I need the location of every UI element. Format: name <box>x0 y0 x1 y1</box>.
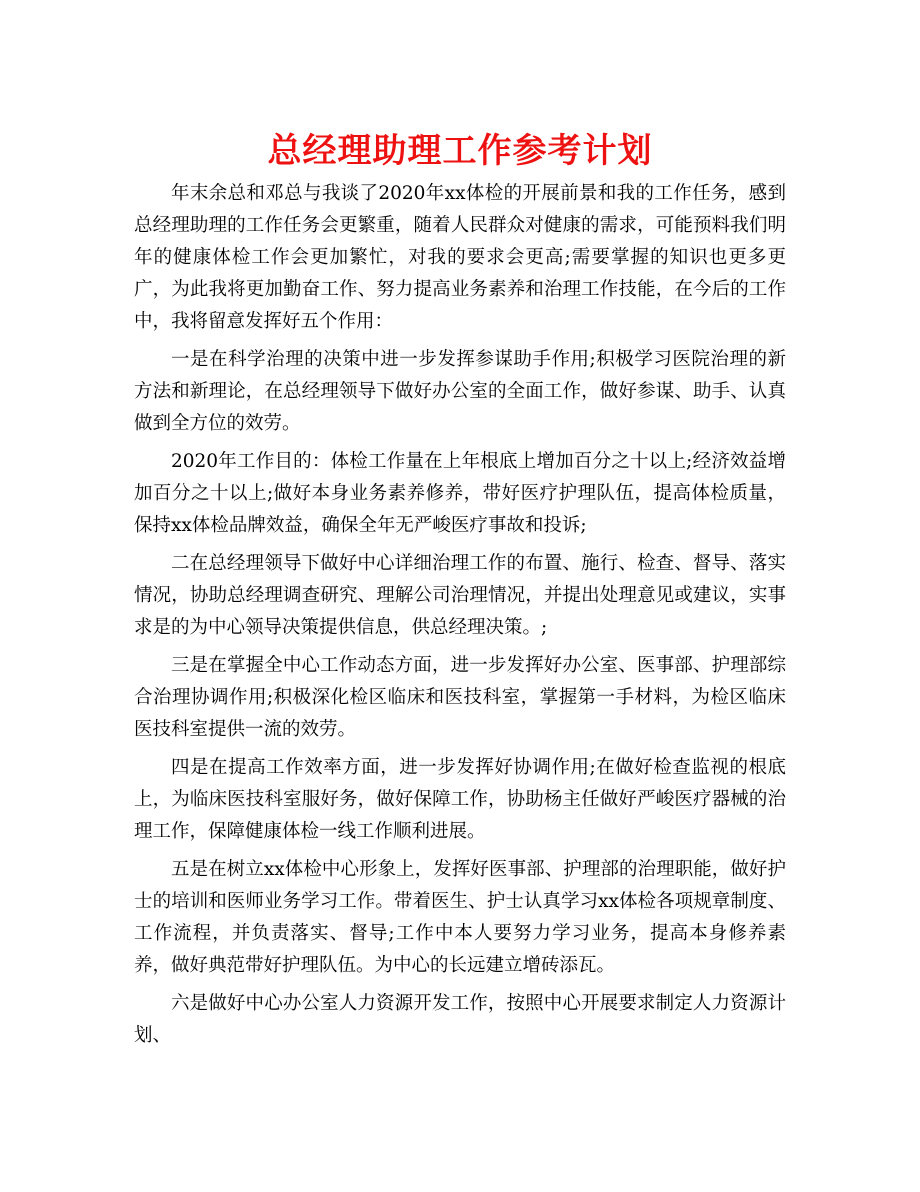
paragraph-role-4: 四是在提高工作效率方面，进一步发挥好协调作用;在做好检查监视的根底上，为临床医技科室服好务，做好保障工作，协助杨主任做好严峻医疗器械的治理工作，保障健康体检一线工作顺利进展。 <box>134 757 786 842</box>
document-title: 总经理助理工作参考计划 <box>267 131 653 171</box>
paragraph-role-5: 五是在树立xx体检中心形象上，发挥好医事部、护理部的治理职能，做好护士的培训和医师业务学习工作。带着医生、护士认真学习xx体检各项规章制度、工作流程，并负责落实、督导;工作中本人要努力学习业务，提高本身修养素养，做好典范带好护理队伍。为中心的长远建立增砖添瓦。 <box>134 859 786 976</box>
document-body <box>134 178 786 1058</box>
paragraph-role-6: 六是做好中心办公室人力资源开发工作，按照中心开展要求制定人力资源计划、 <box>134 993 786 1046</box>
paragraph-intro: 年末余总和邓总与我谈了2020年xx体检的开展前景和我的工作任务，感到总经理助理的工作任务会更繁重，随着人民群众对健康的需求，可能预料我们明年的健康体检工作会更加繁忙，对我的要求会更高;需要掌握的知识也更多更广，为此我将更加勤奋工作、努力提高业务素养和治理工作技能，在今后的工作中，我将留意发挥好五个作用： <box>134 183 786 332</box>
paragraph-goals: 2020年工作目的：体检工作量在上年根底上增加百分之十以上;经济效益增加百分之十以上;做好本身业务素养修养，带好医疗护理队伍，提高体检质量，保持xx体检品牌效益，确保全年无严峻医疗事故和投诉; <box>134 451 786 536</box>
paragraph-role-3: 三是在掌握全中心工作动态方面，进一步发挥好办公室、医事部、护理部综合治理协调作用;积极深化检区临床和医技科室，掌握第一手材料，为检区临床医技科室提供一流的效劳。 <box>134 655 786 740</box>
paragraph-role-1: 一是在科学治理的决策中进一步发挥参谋助手作用;积极学习医院治理的新方法和新理论，在总经理领导下做好办公室的全面工作，做好参谋、助手、认真做到全方位的效劳。 <box>134 349 786 434</box>
paragraph-role-2: 二在总经理领导下做好中心详细治理工作的布置、施行、检查、督导、落实情况，协助总经理调查研究、理解公司治理情况，并提出处理意见或建议，实事求是的为中心领导决策提供信息，供总经理决策。; <box>134 553 786 638</box>
